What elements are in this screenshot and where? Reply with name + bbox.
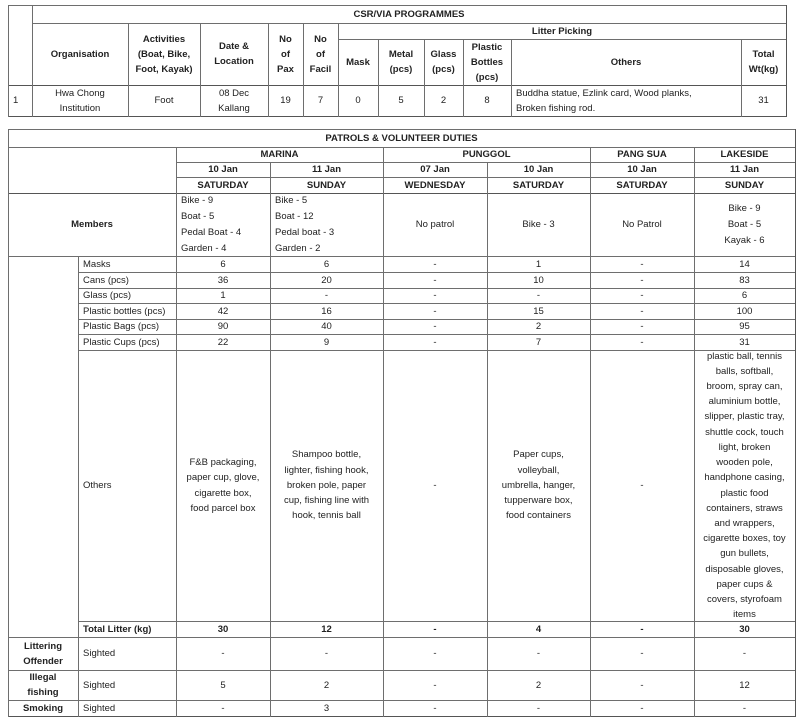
litter-value: 10 [533, 274, 544, 286]
total-litter-label: Total Litter (kg) [83, 623, 152, 635]
offence-label: Sighted [83, 679, 116, 691]
litter-row-label: Glass (pcs) [83, 290, 132, 301]
offence-category: Littering Offender [23, 640, 63, 667]
offence-label: Sighted [83, 648, 116, 659]
grid-line [303, 23, 304, 117]
offence-label: Sighted [83, 702, 116, 714]
grid-line [8, 116, 787, 117]
litter-row-label: Plastic Bags (pcs) [83, 321, 160, 332]
others-cell: - [433, 479, 437, 491]
grid-line [78, 272, 796, 273]
grid-line [8, 129, 796, 130]
total-litter-value: - [433, 623, 437, 635]
grid-line [128, 23, 129, 117]
grid-line [590, 147, 591, 717]
grid-line [32, 23, 787, 24]
litter-value: - [640, 290, 644, 301]
header-activities: Activities (Boat, Bike, Foot, Kayak) [135, 33, 193, 75]
litter-value: - [640, 274, 644, 286]
column-day: SATURDAY [512, 179, 565, 191]
offence-value: - [640, 648, 644, 659]
litter-value: 6 [323, 258, 330, 270]
litter-value: - [433, 321, 437, 332]
litter-value: - [433, 290, 437, 301]
others-cell: Paper cups, volleyball, umbrella, hanger, tupperware box, food containers [501, 449, 576, 522]
litter-value: 7 [535, 336, 542, 348]
litter-value: 83 [739, 274, 750, 286]
column-date: 10 Jan [208, 164, 238, 175]
litter-value: - [433, 336, 437, 348]
grid-line [8, 637, 796, 638]
litter-value: 95 [739, 321, 750, 332]
csr-cell-plastic-bottles: 8 [484, 95, 490, 106]
litter-value: - [640, 305, 644, 317]
column-date: 11 Jan [729, 164, 760, 175]
grid-line [8, 670, 796, 671]
location-lakeside: LAKESIDE [720, 149, 769, 160]
offence-value: 12 [739, 679, 750, 691]
litter-row-label: Plastic Cups (pcs) [83, 336, 160, 348]
litter-value: - [640, 258, 644, 270]
offence-category: Smoking [22, 702, 64, 714]
column-day: SUNDAY [306, 179, 347, 191]
csr-cell-mask: 0 [355, 95, 361, 106]
grid-line [8, 256, 796, 257]
header-no-facil: No of Facil [309, 33, 332, 75]
grid-line [8, 5, 9, 117]
csr-cell-organisation: Hwa Chong Institution [55, 87, 105, 114]
members-cell: Bike - 9 Boat - 5 Kayak - 6 [724, 202, 765, 246]
header-glass: Glass (pcs) [430, 49, 457, 75]
header-total-wt: Total Wt(kg) [748, 49, 779, 75]
grid-line [8, 193, 796, 194]
grid-line [8, 147, 796, 148]
header-plastic-bottles: Plastic Bottles (pcs) [470, 41, 504, 83]
offence-value: - [433, 648, 437, 659]
column-day: WEDNESDAY [404, 179, 466, 191]
litter-value: 9 [323, 336, 330, 348]
offence-value: 2 [323, 679, 330, 691]
column-day: SATURDAY [197, 179, 249, 191]
grid-line [32, 5, 33, 117]
csr-title: CSR/VIA PROGRAMMES [353, 8, 465, 20]
grid-line [8, 700, 796, 701]
offence-value: - [536, 702, 541, 714]
grid-line [78, 319, 796, 320]
litter-value: - [324, 290, 329, 301]
grid-line [176, 147, 177, 717]
header-metal: Metal (pcs) [388, 49, 414, 75]
total-litter-value: - [640, 623, 644, 635]
column-date: 11 Jan [311, 164, 342, 175]
offence-category: Illegal fishing [27, 672, 59, 698]
others-label: Others [83, 480, 112, 491]
header-others: Others [610, 56, 642, 68]
grid-line [795, 129, 796, 717]
offence-value: - [640, 679, 644, 691]
offence-value: 2 [535, 679, 542, 691]
grid-line [383, 147, 384, 717]
grid-line [786, 5, 787, 117]
csr-cell-others: Buddha statue, Ezlink card, Wood planks, Broken fishing rod. [516, 87, 692, 114]
csr-cell-no: 1 [13, 95, 19, 106]
column-date: 10 Jan [627, 164, 657, 175]
offence-value: - [433, 679, 437, 691]
offence-value: - [742, 648, 747, 659]
offence-value: - [640, 702, 644, 714]
litter-value: 42 [217, 305, 229, 317]
grid-line [487, 162, 488, 717]
grid-line [176, 177, 796, 178]
csr-cell-facil: 7 [317, 95, 324, 106]
litter-row-label: Masks [83, 258, 111, 270]
litter-value: 20 [321, 274, 332, 286]
members-cell: Bike - 9 Boat - 5 Pedal Boat - 4 Garden - 4 [181, 194, 242, 254]
litter-value: 100 [736, 305, 753, 317]
grid-line [8, 5, 787, 6]
litter-picking-header: Litter Picking [531, 25, 593, 37]
csr-cell-pax: 19 [280, 95, 291, 106]
grid-line [78, 350, 796, 351]
header-date-location: Date & Location [214, 41, 254, 67]
offence-value: 5 [220, 679, 226, 691]
grid-line [78, 288, 796, 289]
litter-value: 22 [217, 336, 229, 348]
litter-value: - [640, 336, 644, 348]
csr-cell-metal: 5 [398, 95, 404, 106]
members-cell: Bike - 5 Boat - 12 Pedal boat - 3 Garden - 2 [275, 194, 335, 254]
total-litter-value: 30 [739, 623, 750, 635]
csr-cell-total-wt: 31 [758, 95, 769, 106]
grid-line [511, 39, 512, 117]
litter-value: 6 [220, 258, 226, 270]
column-date: 07 Jan [420, 164, 450, 175]
litter-value: - [433, 258, 437, 270]
offence-value: - [536, 648, 541, 659]
location-pang-sua: PANG SUA [617, 149, 667, 160]
litter-value: 14 [739, 258, 750, 270]
header-organisation: Organisation [50, 48, 110, 60]
litter-value: 16 [321, 305, 332, 317]
litter-row-label: Plastic bottles (pcs) [83, 305, 166, 317]
location-punggol: PUNGGOL [462, 149, 511, 160]
litter-value: 1 [535, 258, 542, 270]
litter-value: - [433, 305, 437, 317]
litter-value: 15 [533, 305, 544, 317]
members-cell: Bike - 3 [522, 218, 555, 230]
patrols-title: PATROLS & VOLUNTEER DUTIES [325, 132, 478, 144]
grid-line [741, 39, 742, 117]
grid-line [8, 129, 9, 717]
grid-line [200, 23, 201, 117]
grid-line [78, 303, 796, 304]
column-day: SUNDAY [724, 179, 765, 191]
offence-value: - [433, 702, 437, 714]
total-litter-value: 30 [217, 623, 229, 635]
others-cell: Shampoo bottle, lighter, fishing hook, broken pole, paper cup, fishing line with hook, tennis ball [283, 449, 370, 522]
csr-cell-date-location: 08 Dec Kallang [218, 87, 250, 114]
litter-value: 90 [217, 321, 229, 332]
members-cell: No patrol [415, 218, 455, 230]
grid-line [338, 39, 787, 40]
csr-cell-activities: Foot [154, 95, 174, 106]
column-date: 10 Jan [523, 164, 554, 175]
csr-cell-glass: 2 [440, 95, 447, 106]
grid-line [424, 39, 425, 117]
grid-line [378, 39, 379, 117]
grid-line [463, 39, 464, 117]
members-cell: No Patrol [622, 218, 662, 230]
litter-value: 2 [535, 321, 542, 332]
litter-row-label: Cans (pcs) [83, 274, 129, 286]
header-no-pax: No of Pax [277, 33, 294, 75]
grid-line [78, 334, 796, 335]
total-litter-value: 12 [321, 623, 332, 635]
litter-value: - [433, 274, 437, 286]
grid-line [268, 23, 269, 117]
litter-value: 6 [741, 290, 748, 301]
offence-value: - [324, 648, 329, 659]
litter-value: 31 [739, 336, 750, 348]
litter-value: 1 [220, 290, 226, 301]
litter-value: - [536, 290, 541, 301]
grid-line [78, 621, 796, 622]
others-cell: F&B packaging, paper cup, glove, cigarette box, food parcel box [186, 457, 260, 514]
others-cell: - [640, 479, 644, 491]
location-marina: MARINA [260, 149, 299, 160]
grid-line [78, 256, 79, 717]
offence-value: 3 [323, 702, 330, 714]
grid-line [8, 85, 787, 86]
grid-line [8, 716, 796, 717]
total-litter-value: 4 [535, 623, 542, 635]
litter-value: 36 [217, 274, 229, 286]
litter-value: 40 [321, 321, 332, 332]
offence-value: - [221, 648, 225, 659]
grid-line [270, 162, 271, 717]
grid-line [176, 162, 796, 163]
column-day: SATURDAY [616, 179, 668, 191]
header-mask: Mask [346, 56, 370, 68]
offence-value: - [742, 702, 747, 714]
members-label: Members [71, 219, 113, 230]
others-cell: plastic ball, tennis balls, softball, broom, spray can, aluminium bottle, slipper, plastic tray, shuttle cock, touch light, broken wooden pole, handphone casing, plastic food containers, straws and wrappers, cigarette boxes, toy gun bullets, disposable gloves, paper cups & covers, styrofoam items [703, 350, 786, 621]
grid-line [338, 23, 339, 117]
litter-value: - [640, 321, 644, 332]
grid-line [694, 147, 695, 717]
offence-value: - [221, 702, 225, 714]
